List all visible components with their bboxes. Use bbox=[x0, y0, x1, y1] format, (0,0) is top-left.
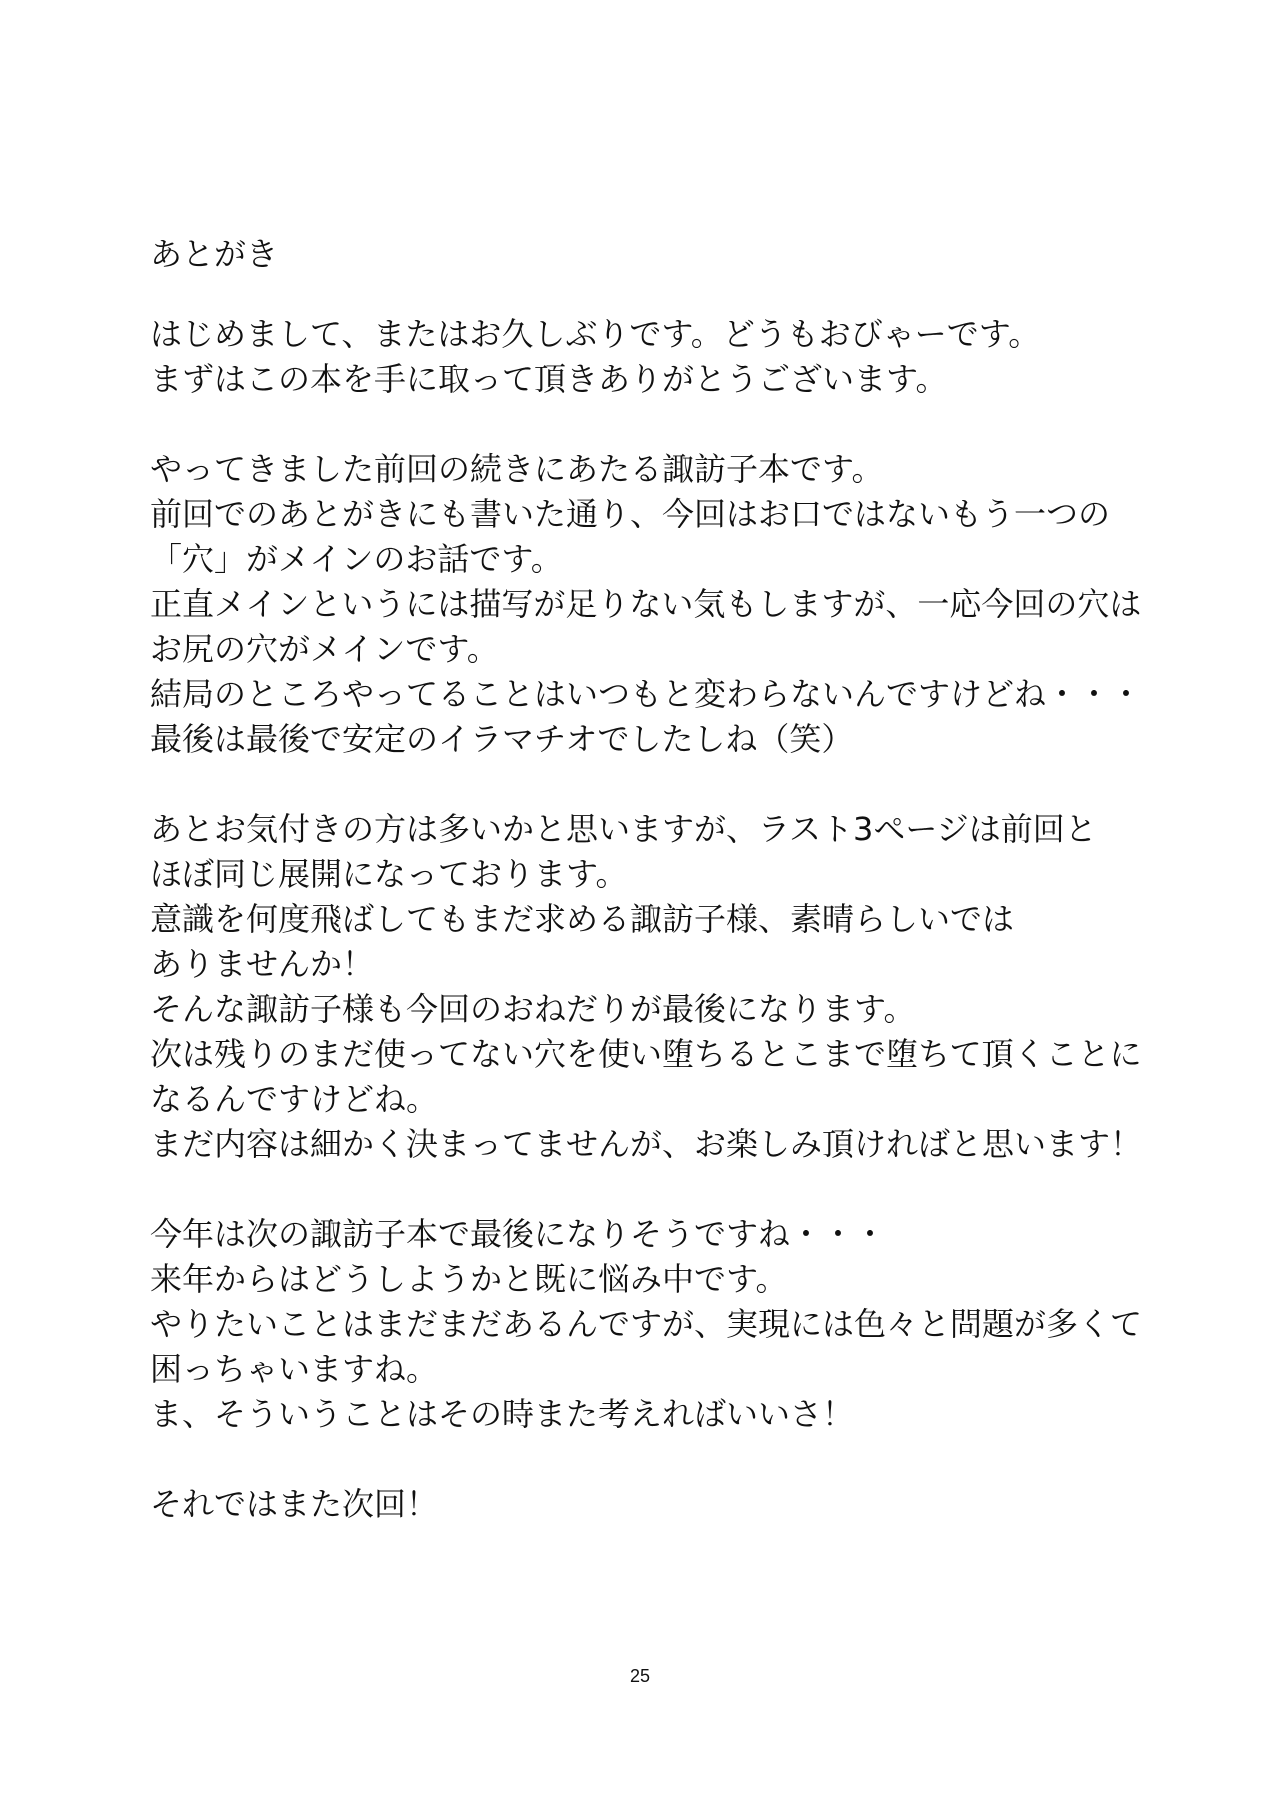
text-line: ほぼ同じ展開になっております。 bbox=[150, 855, 628, 893]
paragraph-4 bbox=[150, 1212, 1160, 1437]
text-line: 最後は最後で安定のイラマチオでしたしね（笑） bbox=[150, 720, 854, 758]
afterword-text bbox=[150, 312, 1160, 1572]
text-line: 次は残りのまだ使ってない穴を使い堕ちるとこまで堕ちて頂くことに bbox=[150, 1035, 1142, 1073]
text-line: まずはこの本を手に取って頂きありがとうございます。 bbox=[150, 360, 948, 398]
text-line: やってきました前回の続きにあたる諏訪子本です。 bbox=[150, 450, 884, 488]
text-line: そんな諏訪子様も今回のおねだりが最後になります。 bbox=[150, 990, 916, 1028]
text-line: やりたいことはまだまだあるんですが、実現には色々と問題が多くて bbox=[150, 1305, 1143, 1343]
text-line: はじめまして、またはお久しぶりです。どうもおびゃーです。 bbox=[150, 315, 1041, 353]
text-line: 結局のところやってることはいつもと変わらないんですけどね・・・ bbox=[150, 675, 1143, 713]
text-line: 困っちゃいますね。 bbox=[150, 1350, 439, 1388]
paragraph-3 bbox=[150, 807, 1160, 1167]
text-line: 「穴」がメインのお話です。 bbox=[150, 540, 563, 578]
text-line: 正直メインというには描写が足りない気もしますが、一応今回の穴は bbox=[150, 585, 1142, 623]
text-line: それではまた次回！ bbox=[150, 1485, 439, 1523]
text-line: ま、そういうことはその時また考えればいいさ！ bbox=[150, 1395, 855, 1433]
paragraph-1 bbox=[150, 312, 1160, 402]
text-line: あとお気付きの方は多いかと思いますが、ラスト3ページは前回と bbox=[150, 810, 1097, 848]
paragraph-2 bbox=[150, 447, 1160, 762]
text-line: 意識を何度飛ばしてもまだ求める諏訪子様、素晴らしいでは bbox=[150, 900, 1015, 938]
text-line: ありませんか！ bbox=[150, 945, 375, 983]
text-line: なるんですけどね。 bbox=[150, 1080, 439, 1118]
text-line: お尻の穴がメインです。 bbox=[150, 630, 499, 668]
text-line: 前回でのあとがきにも書いた通り、今回はお口ではないもう一つの bbox=[150, 495, 1111, 533]
text-line: 今年は次の諏訪子本で最後になりそうですね・・・ bbox=[150, 1215, 887, 1253]
page-number: 25 bbox=[629, 1666, 651, 1686]
text-line: 来年からはどうしようかと既に悩み中です。 bbox=[150, 1260, 788, 1298]
paragraph-5 bbox=[150, 1482, 1160, 1527]
text-line: まだ内容は細かく決まってませんが、お楽しみ頂ければと思います！ bbox=[150, 1125, 1143, 1163]
page-title: あとがき bbox=[150, 235, 279, 273]
